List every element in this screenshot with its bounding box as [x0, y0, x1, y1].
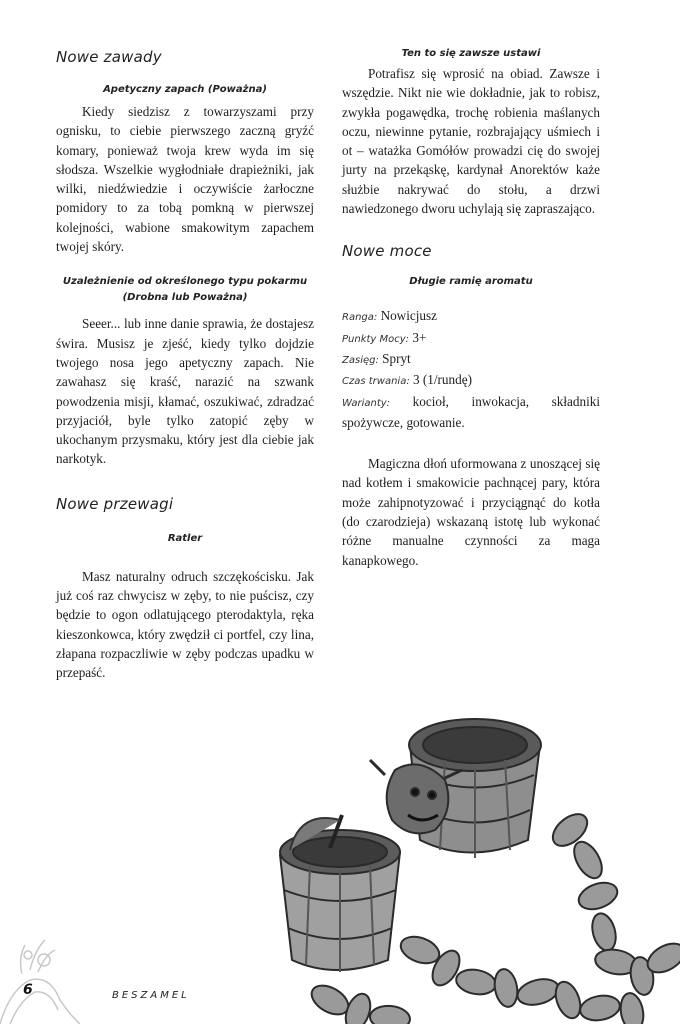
section-title-nowe-moce: Nowe moce	[342, 242, 432, 261]
paragraph-ratler: Masz naturalny odruch szczękościsku. Jak już coś raz chwycisz w zęby, to nie puścisz, czy będzie to ogon odlatującego pterodaktyla, ręka kieszonkowca, który zwędził ci portfel, czy lina, złapana rozpaczliwie w zęby podczas upadku w przepaść.	[56, 568, 314, 681]
stat-warianty	[342, 392, 600, 433]
stat-value: 3 (1/rundę)	[413, 372, 472, 388]
subsection-title-ten-to-sie-zawsze-ustawi: Ten to się zawsze ustawi	[401, 48, 541, 59]
subsection-title-ratler: Ratler	[167, 532, 203, 544]
paragraph-uzaleznienie: Seeer... lub inne danie sprawia, że dostajesz świra. Musisz je zjeść, kiedy tylko dojdzie twojego nosa jego apetyczny zapach. Nie zawahasz się kraść, narazić na szwank powodzenia misji, kłamać, oszukiwać, zdradzać przyjaciół, byle tylko zatopić zęby w ukochanym przysmaku, który jest dla ciebie jak narkotyk.	[56, 316, 314, 467]
power-stats	[342, 306, 600, 432]
corner-ornament-icon	[0, 930, 80, 1024]
stat-value: Spryt	[382, 350, 411, 366]
right-column	[342, 40, 600, 570]
stat-label: Zasięg:	[342, 354, 379, 366]
paragraph-dlugie-ramie-aromatu: Magiczna dłoń uformowana z unoszącej się nad kotłem i smakowicie pachnącej pary, która może zahipnotyzować i przyciągnąć do kotła (do czarodzieja) wskazaną istotę lub wykonać różne manualne czynności za maga kanapkowego.	[342, 456, 600, 568]
section-title-nowe-zawady: Nowe zawady	[56, 48, 162, 66]
stat-label: Ranga:	[342, 312, 378, 324]
stat-label: Warianty:	[342, 397, 391, 409]
paragraph-ten-to-sie-zawsze-ustawi: Potrafisz się wprosić na obiad. Zawsze i wszędzie. Nikt nie wie dokładnie, jak to robisz, zwykła pogawędka, trochę robienia maślanych oczu, niewinne pytanie, rozbrajający uśmiech i ot – watażka Gomółów prowadzi cię do swojej jurty na przekąskę, kardynał Anorektów każe służbie nakrywać do stołu, a drzwi nawiedzonego dworu uchylają się zapraszająco.	[342, 66, 600, 217]
stat-label: Czas trwania:	[342, 376, 410, 388]
running-footer-title: BESZAMEL	[112, 990, 190, 1001]
paragraph-apetyczny-zapach: Kiedy siedzisz z towarzyszami przy ognisku, to ciebie pierwszego zaczną gryźć komary, ponieważ twoja krew wyda im się słodsza. Wszelkie wygłodniałe drapieżniki, jak wilki, niedźwiedzie i oczywiście żarłoczne pomidory to za tobą pomkną w pierwszej kolejności, wabione smakowitym zapachem twojej skóry.	[56, 104, 314, 255]
subsection-title-uzaleznienie-line2: (Drobna lub Poważna)	[122, 292, 248, 304]
stat-czas-trwania	[342, 370, 600, 391]
stat-value: 3+	[412, 329, 427, 345]
stat-zasieg	[342, 349, 600, 370]
chained-buckets-illustration	[270, 700, 680, 1024]
page-number: 6	[23, 982, 33, 998]
large-bucket-icon	[370, 719, 541, 858]
stat-label: Punkty Mocy:	[342, 333, 410, 345]
subsection-title-uzaleznienie-line1: Uzależnienie od określonego typu pokarmu	[62, 276, 308, 288]
small-bucket-icon	[280, 815, 400, 972]
left-column	[56, 40, 314, 683]
subsection-title-apetyczny-zapach: Apetyczny zapach (Poważna)	[103, 84, 267, 95]
stat-value: kocioł, inwokacja, składniki spożywcze, gotowanie.	[342, 393, 601, 430]
stat-ranga	[342, 306, 600, 327]
stat-value: Nowicjusz	[380, 308, 437, 324]
subsection-title-uzaleznienie	[56, 274, 314, 306]
subsection-title-dlugie-ramie-aromatu: Długie ramię aromatu	[409, 276, 533, 288]
section-title-nowe-przewagi: Nowe przewagi	[56, 494, 174, 513]
stat-punkty-mocy	[342, 328, 600, 349]
